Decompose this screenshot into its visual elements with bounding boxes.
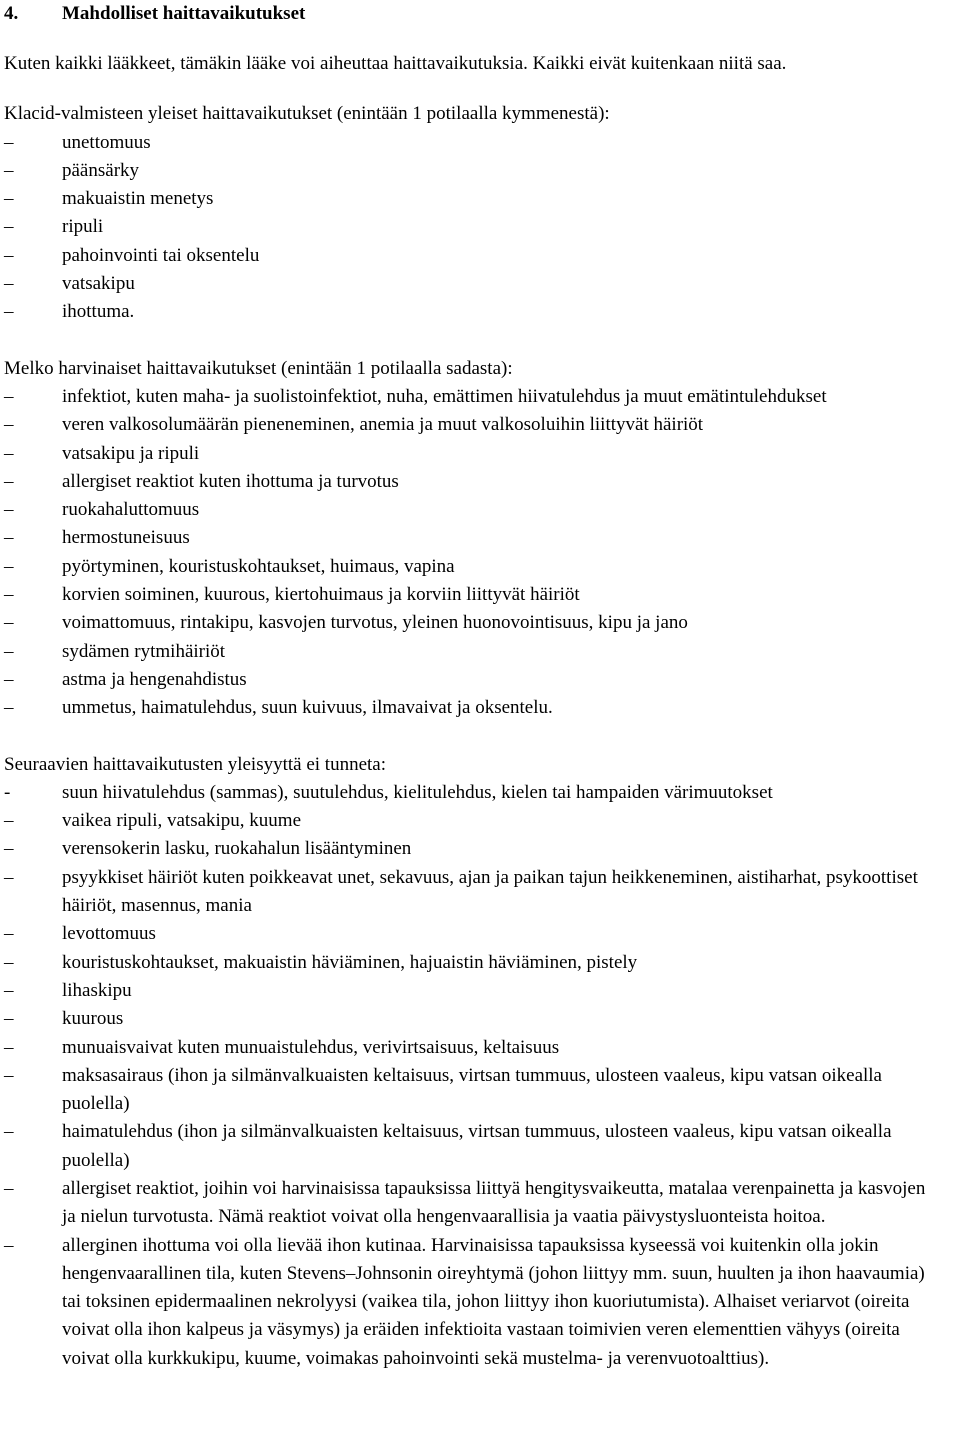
list-item [4,609,956,637]
bullet-dash: – [4,584,14,606]
list-item-text: verensokerin lasku, ruokahalun lisääntyminen [62,838,412,860]
list-item-text: ihottuma. [62,301,135,323]
list-item-text: ruokahaluttomuus [62,499,200,521]
list-item-text: sydämen rytmihäiriöt [62,640,226,662]
list-item-text: makuaistin menetys [62,188,214,210]
list-item [4,920,956,948]
bullet-dash: – [4,442,14,464]
list-item [4,807,956,835]
list-item-text: veren valkosolumäärän pieneneminen, anemia ja muut valkosoluihin liittyvät häiriöt [62,414,704,436]
list-item-text: ummetus, haimatulehdus, suun kuivuus, ilmavaivat ja oksentelu. [62,697,553,719]
list-item-text: pyörtyminen, kouristuskohtaukset, huimaus, vapina [62,555,455,577]
common-effects-heading: Klacid-valmisteen yleiset haittavaikutukset (enintään 1 potilaalla kymmenestä): [4,103,610,125]
bullet-dash: – [4,838,14,860]
list-item-text: ripuli [62,216,104,238]
unknown-effects-heading: Seuraavien haittavaikutusten yleisyyttä ei tunneta: [4,753,386,775]
list-item-text: hermostuneisuus [62,527,190,549]
list-item [4,1034,956,1062]
list-item [4,383,956,411]
list-item [4,779,956,807]
list-item-text: unettomuus [62,131,151,153]
list-item-text: korvien soiminen, kuurous, kiertohuimaus ja korviin liittyvät häiriöt [62,584,580,606]
bullet-dash: – [4,979,14,1001]
bullet-dash: – [4,131,14,153]
list-item [4,666,956,694]
bullet-dash: – [4,527,14,549]
list-item [4,440,956,468]
bullet-dash: – [4,470,14,492]
section-heading [4,0,956,28]
list-item-text: päänsärky [62,159,140,181]
list-item-text: pahoinvointi tai oksentelu [62,244,260,266]
list-item-text: levottomuus [62,923,156,945]
bullet-dash: – [4,1121,14,1143]
list-item [4,1062,956,1119]
list-item-text: voimattomuus, rintakipu, kasvojen turvotus, yleinen huonovointisuus, kipu ja jano [62,612,688,634]
intro-paragraph: Kuten kaikki lääkkeet, tämäkin lääke voi aiheuttaa haittavaikutuksia. Kaikki eivät kuitenkaan niitä saa. [4,53,787,74]
list-item [4,468,956,496]
list-item [4,1118,956,1175]
bullet-dash: - [4,781,11,803]
list-item-text: vatsakipu [62,273,135,295]
bullet-dash: – [4,273,14,295]
list-item [4,270,956,298]
bullet-dash: – [4,640,14,662]
list-item [4,864,956,921]
list-item-text: allergiset reaktiot, joihin voi harvinaisissa tapauksissa liittyä hengitysvaikeutta, matalaa verenpainetta ja kasvojen ja nielun turvotusta. Nämä reaktiot voivat olla hengenvaarallisia ja vaatia päivystysluonteista hoitoa. [62,1177,926,1228]
list-item-text: vatsakipu ja ripuli [62,442,200,464]
bullet-dash: – [4,612,14,634]
bullet-dash: – [4,1064,14,1086]
list-item [4,298,956,326]
list-item [4,242,956,270]
list-item-text: maksasairaus (ihon ja silmänvalkuaisten keltaisuus, virtsan tummuus, ulosteen vaaleus, kipu vatsan oikealla puolella) [62,1064,882,1115]
list-item [4,835,956,863]
list-item-text: allerginen ihottuma voi olla lievää ihon kutinaa. Harvinaisissa tapauksissa kyseessä voi kuitenkin olla jokin hengenvaarallinen tila, kuten Stevens–Johnsonin oireyhtymä (johon liittyy mm. suun, huulten ja ihon haavaumia) tai toksinen epidermaalinen nekrolyysi (vaikea tila, johon liittyy ihon kuoriutumista). Alhaiset veriarvot (oireita voivat olla ihon kalpeus ja väsymys) ja eräiden infektioita vastaan toimivien veren elementtien vähyys (oireita voivat olla kurkkukipu, kuume, voimakas pahoinvointi sekä mustelma- ja verenvuotoalttius). [62,1234,925,1369]
bullet-dash: – [4,301,14,323]
list-item-text: vaikea ripuli, vatsakipu, kuume [62,810,302,832]
list-item [4,129,956,157]
list-item-text: lihaskipu [62,979,132,1001]
bullet-dash: – [4,1036,14,1058]
list-item [4,524,956,552]
bullet-dash: – [4,951,14,973]
list-item [4,1175,956,1232]
bullet-dash: – [4,555,14,577]
section-number: 4. [4,3,19,24]
list-item [4,1232,956,1373]
list-item-text: allergiset reaktiot kuten ihottuma ja turvotus [62,470,399,492]
list-item [4,185,956,213]
list-item-text: haimatulehdus (ihon ja silmänvalkuaisten keltaisuus, virtsan tummuus, ulosteen vaaleus, kipu vatsan oikealla puolella) [62,1121,892,1171]
section-title: Mahdolliset haittavaikutukset [62,3,306,24]
bullet-dash: – [4,216,14,238]
list-item-text: munuaisvaivat kuten munuaistulehdus, verivirtsaisuus, keltaisuus [62,1036,560,1058]
list-item [4,1005,956,1033]
list-item-text: kouristuskohtaukset, makuaistin häviäminen, hajuaistin häviäminen, pistely [62,951,638,973]
bullet-dash: – [4,188,14,210]
bullet-dash: – [4,159,14,181]
common-effects-list [4,129,956,327]
list-item-text: kuurous [62,1008,124,1030]
bullet-dash: – [4,923,14,945]
uncommon-effects-heading: Melko harvinaiset haittavaikutukset (enintään 1 potilaalla sadasta): [4,357,513,379]
bullet-dash: – [4,668,14,690]
bullet-dash: – [4,244,14,266]
bullet-dash: – [4,1177,14,1199]
list-item [4,581,956,609]
list-item-text: suun hiivatulehdus (sammas), suutulehdus, kielitulehdus, kielen tai hampaiden värimuutokset [62,781,773,803]
list-item [4,157,956,185]
list-item [4,496,956,524]
list-item [4,977,956,1005]
bullet-dash: – [4,810,14,832]
bullet-dash: – [4,385,14,407]
list-item [4,949,956,977]
bullet-dash: – [4,499,14,521]
list-item [4,694,956,722]
unknown-effects-list [4,779,956,1373]
list-item [4,638,956,666]
bullet-dash: – [4,866,14,888]
list-item [4,411,956,439]
list-item-text: psyykkiset häiriöt kuten poikkeavat unet, sekavuus, ajan ja paikan tajun heikkeneminen, aistiharhat, psykoottiset häiriöt, masennus, mania [62,866,918,917]
list-item-text: astma ja hengenahdistus [62,668,247,690]
bullet-dash: – [4,1234,14,1256]
bullet-dash: – [4,1008,14,1030]
uncommon-effects-list [4,383,956,723]
list-item [4,553,956,581]
list-item [4,213,956,241]
bullet-dash: – [4,697,14,719]
bullet-dash: – [4,414,14,436]
list-item-text: infektiot, kuten maha- ja suolistoinfektiot, nuha, emättimen hiivatulehdus ja muut emätintulehdukset [62,385,827,407]
